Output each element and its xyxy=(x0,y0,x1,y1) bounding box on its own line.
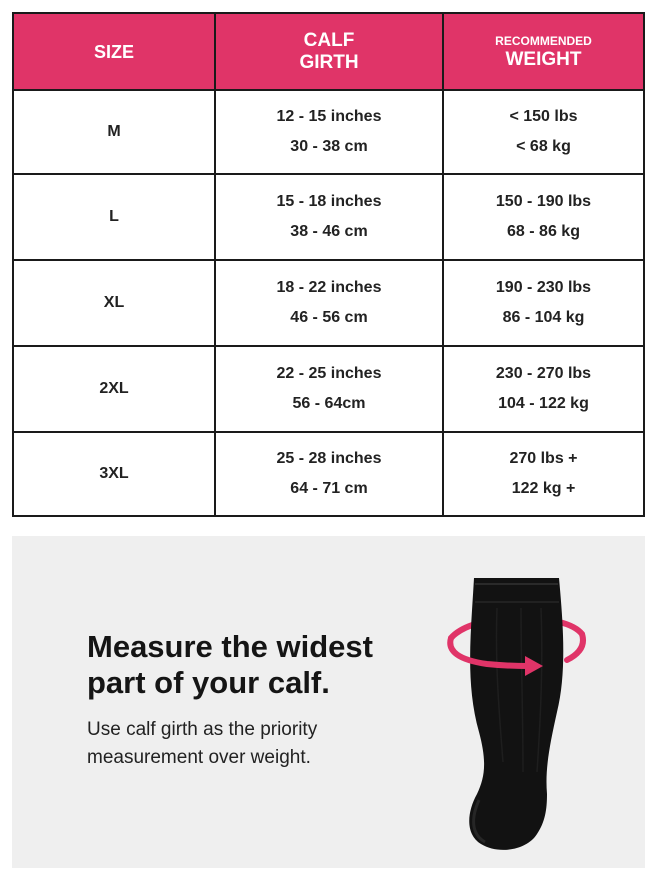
measure-arrow-right xyxy=(567,634,583,660)
header-size-label: SIZE xyxy=(93,41,134,62)
girth-inches: 25 - 28 inches xyxy=(276,450,382,467)
table-row-xl-size xyxy=(14,261,216,347)
girth-inches: 18 - 22 inches xyxy=(276,279,382,296)
table-row-3xl-weight xyxy=(444,433,643,515)
weight-kg: 104 - 122 kg xyxy=(498,395,589,412)
girth-cm: 64 - 71 cm xyxy=(290,480,368,497)
header-weight-line2: WEIGHT xyxy=(505,48,582,70)
size-label: XL xyxy=(103,294,125,311)
header-calf-girth xyxy=(216,14,444,91)
measure-subtext: Use calf girth as the priority measurement over weight. xyxy=(87,719,318,768)
weight-kg: 86 - 104 kg xyxy=(502,309,585,326)
header-calf-girth-line2: GIRTH xyxy=(299,51,359,73)
girth-inches: 12 - 15 inches xyxy=(276,108,382,125)
table-row-m-size xyxy=(14,91,216,175)
header-weight-line1: RECOMMENDED xyxy=(495,33,592,48)
header-size xyxy=(14,14,216,91)
table-row-m-girth xyxy=(216,91,444,175)
table-row-l-girth xyxy=(216,175,444,261)
weight-kg: < 68 kg xyxy=(516,138,571,155)
weight-kg: 122 kg + xyxy=(511,480,576,497)
table-row-3xl-girth xyxy=(216,433,444,515)
weight-lbs: 230 - 270 lbs xyxy=(495,365,592,382)
girth-cm: 30 - 38 cm xyxy=(290,138,368,155)
measure-info-panel xyxy=(12,536,645,868)
table-row-l-size xyxy=(14,175,216,261)
weight-lbs: < 150 lbs xyxy=(509,108,578,125)
table-row-l-weight xyxy=(444,175,643,261)
compression-sock-with-measure-arrow-icon xyxy=(437,572,597,862)
girth-cm: 56 - 64cm xyxy=(292,395,366,412)
measure-headline: Measure the widest part of your calf. xyxy=(87,629,373,700)
table-row-xl-weight xyxy=(444,261,643,347)
girth-cm: 38 - 46 cm xyxy=(290,223,368,240)
weight-lbs: 190 - 230 lbs xyxy=(495,279,592,296)
sock-body xyxy=(469,578,563,850)
table-row-2xl-weight xyxy=(444,347,643,433)
size-label: 3XL xyxy=(99,465,129,482)
girth-inches: 22 - 25 inches xyxy=(276,365,382,382)
girth-cm: 46 - 56 cm xyxy=(290,309,368,326)
weight-kg: 68 - 86 kg xyxy=(507,223,580,240)
size-label: L xyxy=(109,208,119,225)
table-row-3xl-size xyxy=(14,433,216,515)
weight-lbs: 270 lbs + xyxy=(509,450,578,467)
size-label: 2XL xyxy=(99,380,129,397)
table-row-2xl-girth xyxy=(216,347,444,433)
size-label: M xyxy=(107,123,121,140)
weight-lbs: 150 - 190 lbs xyxy=(495,193,592,210)
table-row-m-weight xyxy=(444,91,643,175)
table-row-2xl-size xyxy=(14,347,216,433)
size-chart-table xyxy=(12,12,645,517)
girth-inches: 15 - 18 inches xyxy=(276,193,382,210)
table-row-xl-girth xyxy=(216,261,444,347)
header-calf-girth-line1: CALF xyxy=(303,29,355,51)
header-recommended-weight xyxy=(444,14,643,91)
